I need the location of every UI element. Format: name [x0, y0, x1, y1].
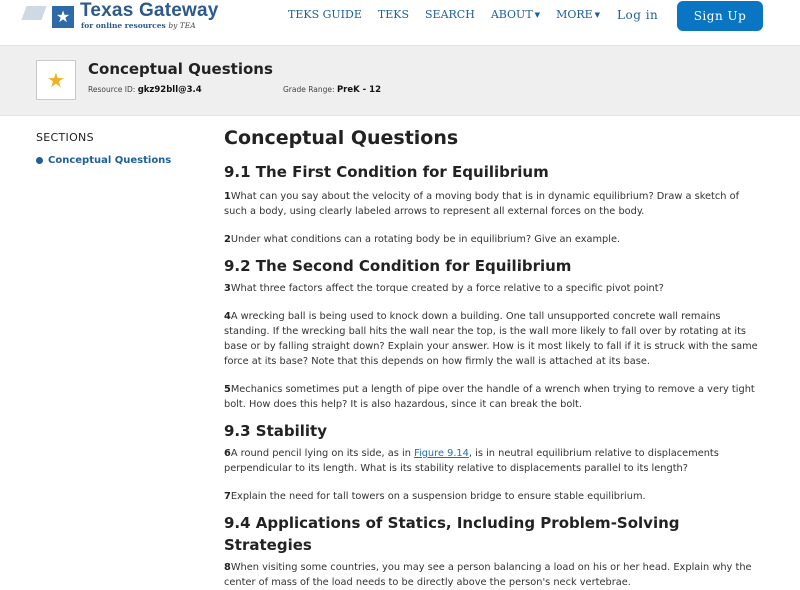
sections-heading: SECTIONS [36, 131, 94, 144]
sidebar-item-label: Conceptual Questions [48, 155, 172, 166]
section-heading: 9.4 Applications of Statics, Including Problem-Solving Strategies [224, 514, 680, 554]
question-item: 4A wrecking ball is being used to knock down a building. One tall unsupported concrete wall remains standing. If the wrecking ball hits the wall near the top, is the wall more likely to fall over by rotating at its base or by falling straight down? Explain your answer. How is it most likely to fall if it is struck with the same force at its base? Note that this depends on how firmly the wall is attached at its base. [224, 311, 758, 367]
nav-dropdown-about[interactable]: ABOUT ▼ [490, 8, 541, 21]
question-item: 7Explain the need for tall towers on a suspension bridge to ensure stable equilibrium. [224, 491, 646, 502]
question-item: 5Mechanics sometimes put a length of pipe over the handle of a wrench when trying to remove a very tight bolt. How does this help? It is also hazardous, since it can break the bolt. [224, 384, 755, 410]
resource-header [0, 45, 800, 116]
bullet-dot-icon [36, 157, 43, 164]
section-heading: 9.2 The Second Condition for Equilibrium [224, 257, 572, 275]
section-heading: 9.1 The First Condition for Equilibrium [224, 163, 549, 181]
figure-link[interactable]: Figure 9.14 [414, 448, 469, 459]
question-item: 8When visiting some countries, you may see a person balancing a load on his or her head. Explain why the center of mass of the load needs to be directly above the person's neck vertebrae. [224, 562, 752, 588]
nav-link-teks[interactable]: TEKS [377, 8, 409, 21]
signup-button[interactable]: Sign Up [677, 1, 763, 31]
page-title: Conceptual Questions [224, 127, 459, 149]
nav-dropdown-more[interactable]: MORE ▼ [556, 8, 601, 21]
resource-id: Resource ID: gkz92bll@3.4 [88, 85, 202, 95]
resource-title: Conceptual Questions [88, 60, 273, 78]
sidebar-item-conceptual-questions[interactable] [36, 155, 216, 166]
logo-title: Texas Gateway [80, 0, 219, 21]
nav-link-search[interactable]: SEARCH [425, 8, 475, 21]
grade-range: Grade Range: PreK - 12 [283, 85, 382, 95]
top-navigation [0, 0, 800, 45]
question-item: 3What three factors affect the torque created by a force relative to a specific pivot point? [224, 283, 664, 294]
question-item: 2Under what conditions can a rotating body be in equilibrium? Give an example. [224, 234, 621, 245]
chevron-down-icon: ▼ [594, 11, 601, 19]
logo-mark-icon: ★ [24, 2, 54, 28]
section-heading: 9.3 Stability [224, 422, 328, 440]
question-item: 1What can you say about the velocity of a moving body that is in dynamic equilibrium? Draw a sketch of such a body, using clearly labeled arrows to represent all external forces on the body. [224, 191, 740, 217]
login-link[interactable]: Log in [617, 8, 659, 22]
main-nav-links [288, 8, 616, 21]
chevron-down-icon: ▼ [534, 11, 541, 19]
star-icon: ★ [36, 60, 76, 100]
sections-sidebar [36, 131, 216, 166]
main-content [224, 124, 764, 590]
logo-subtitle: for online resources by TEA [81, 21, 196, 30]
nav-link-teks-guide[interactable]: TEKS GUIDE [288, 8, 362, 21]
question-item: 6A round pencil lying on its side, as in Figure 9.14, is in neutral equilibrium relative to displacements perpendicular to its length. What is its stability relative to displacements parallel to its length? [224, 448, 719, 474]
